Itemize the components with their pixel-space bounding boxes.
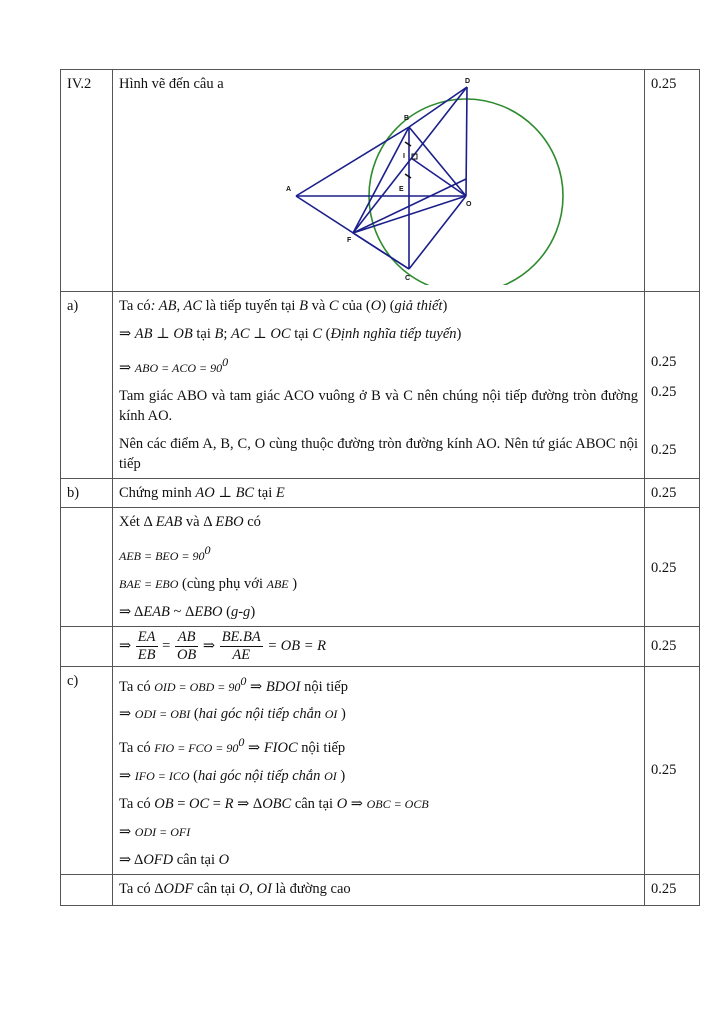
score-a1: 0.25 <box>651 354 677 370</box>
section-label: IV.2 <box>61 70 113 292</box>
line-a3: ⇒ ABO = ACO = $90^0$ <box>119 355 229 376</box>
line-a5: Nên các điểm A, B, C, O cùng thuộc đường tròn đường kính AO. Nên tứ giác ABOC nội tiếp <box>119 435 638 472</box>
score-a2: 0.25 <box>651 384 677 400</box>
scores-a <box>645 292 700 479</box>
line-c3: Ta có FIO = FCO = $90^0$ ⇒ FIOC nội tiếp <box>119 735 346 757</box>
score-a3: 0.25 <box>651 442 677 458</box>
label-e: E <box>399 186 404 193</box>
row-last-content: Ta có ΔODF cân tại O, OI là đường cao <box>113 875 645 906</box>
label-o: O <box>466 201 472 208</box>
fraction-beba-ae: $\frac{BE.BA}{AE}$ <box>221 628 261 663</box>
answer-table <box>60 69 700 906</box>
line-a1: Ta có: AB, AC là tiếp tuyến tại B và C của (O) (giả thiết) <box>119 298 448 314</box>
section-label: c) <box>61 666 113 875</box>
section-label: a) <box>61 292 113 479</box>
label-a: A <box>286 186 292 193</box>
score-iv2: 0.25 <box>645 70 700 292</box>
score-b: 0.25 <box>645 478 700 507</box>
line-a4: Tam giác ABO và tam giác ACO vuông ở B và C nên chúng nội tiếp đường tròn đường kính AO. <box>119 387 638 424</box>
figure-caption: Hình vẽ đến câu a <box>119 76 224 92</box>
figure-cell <box>113 70 645 292</box>
line-c7: ⇒ ΔOFD cân tại O <box>119 852 230 869</box>
segment-ab <box>296 127 409 196</box>
label-c: C <box>405 275 411 282</box>
line-c5: Ta có OB = OC = R ⇒ ΔOBC cân tại O ⇒ OBC = OCB <box>119 796 429 813</box>
row-b2 <box>61 507 700 626</box>
line-c1: Ta có OID = OBD = $90^0$ ⇒ BDOI nội tiếp <box>119 673 348 695</box>
geometry-figure <box>113 70 673 285</box>
row-a <box>61 292 700 479</box>
segment-df <box>353 87 467 233</box>
row-b2-content <box>113 507 645 626</box>
score-b3: 0.25 <box>645 626 700 666</box>
row-iv2 <box>61 70 700 292</box>
line-b2-4: ⇒ ΔEAB ~ ΔEBO (g-g) <box>119 603 256 620</box>
label-b: B <box>404 115 410 122</box>
section-label: b) <box>61 478 113 507</box>
segment-fc <box>353 233 409 269</box>
line-b2-1: Xét Δ EAB và Δ EBO có <box>119 513 261 530</box>
segment-co <box>409 196 466 269</box>
row-c-content <box>113 666 645 875</box>
row-a-content <box>113 292 645 479</box>
label-f: F <box>347 237 352 244</box>
segment-bo <box>409 127 466 196</box>
fraction-ea-eb: $\frac{EA}{EB}$ <box>137 628 156 663</box>
line-c4: ⇒ IFO = ICO (hai góc nội tiếp chắn OI ) <box>119 768 346 785</box>
row-last <box>61 875 700 906</box>
row-b3-content: ⇒ $\frac{EA}{EB}$ = $\frac{AB}{OB}$ ⇒ $\frac{BE.BA}{AE}$ = OB = R <box>113 626 645 666</box>
score-c: 0.25 <box>645 666 700 875</box>
line-b2-3: BAE = EBO (cùng phụ với ABE ) <box>119 575 298 592</box>
row-b3 <box>61 626 700 666</box>
score-b2: 0.25 <box>645 507 700 626</box>
line-a2: ⇒ AB ⊥ OB tại B; AC ⊥ OC tại C (Định nghĩa tiếp tuyến) <box>119 326 462 342</box>
score-last: 0.25 <box>645 875 700 906</box>
line-c6: ⇒ ODI = OFI <box>119 824 191 841</box>
line-c2: ⇒ ODI = OBI (hai góc nội tiếp chắn OI ) <box>119 706 346 723</box>
fraction-ab-ob: $\frac{AB}{OB}$ <box>176 628 197 663</box>
label-d: D <box>465 78 471 85</box>
row-c <box>61 666 700 875</box>
row-b <box>61 478 700 507</box>
row-b-content: Chứng minh AO ⊥ BC tại E <box>113 478 645 507</box>
label-i: I <box>403 153 405 160</box>
segment-bd <box>409 87 467 127</box>
line-b2-2: AEB = BEO = $90^0$ <box>119 542 211 563</box>
